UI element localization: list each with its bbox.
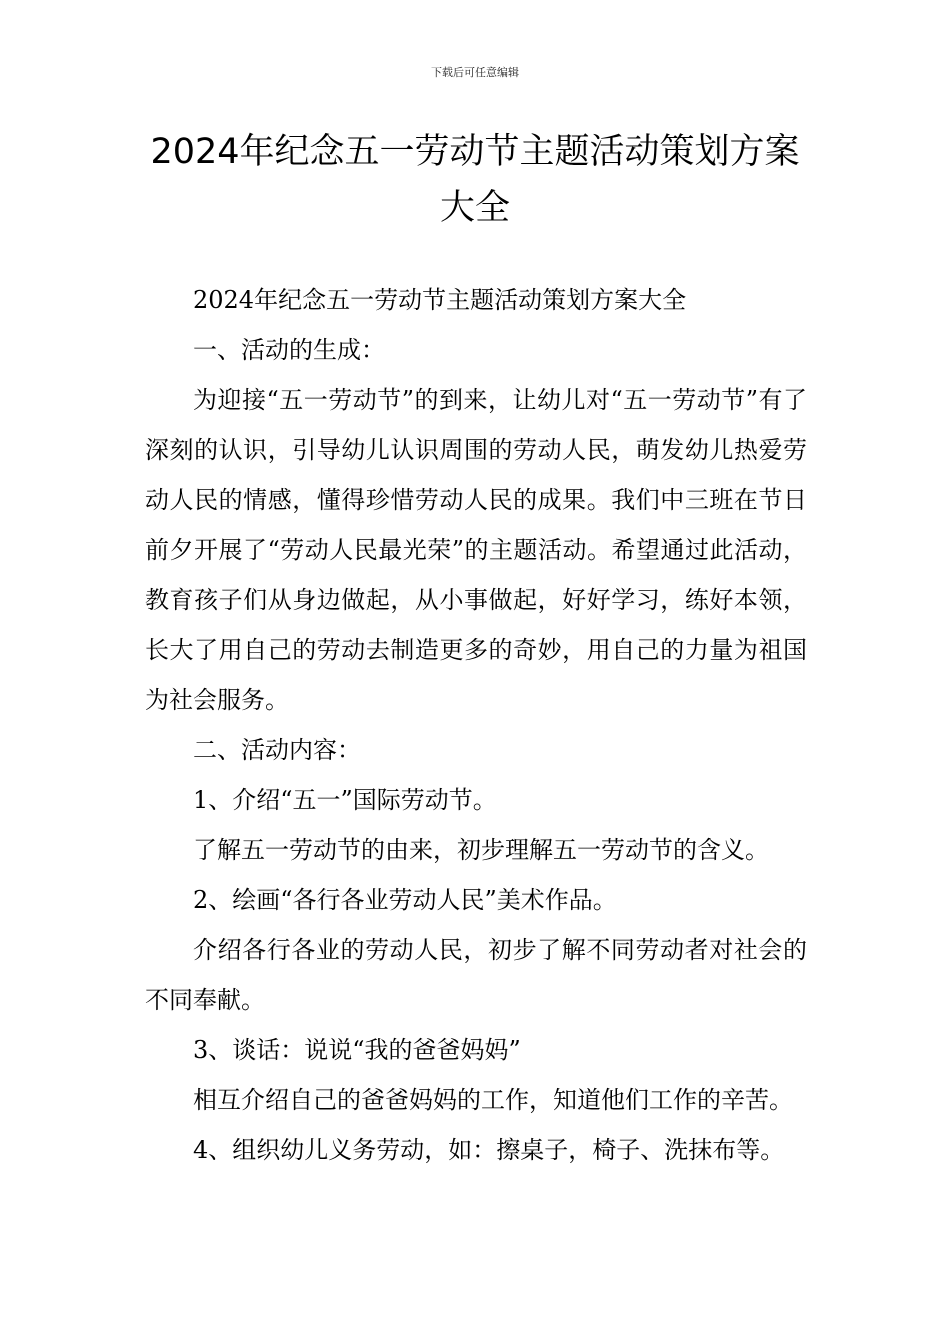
list-item-3-detail: 相互介绍自己的爸爸妈妈的工作，知道他们工作的辛苦。: [193, 1086, 793, 1114]
document-body: [145, 275, 807, 1175]
list-item-3: 3、谈话：说说“我的爸爸妈妈”: [193, 1036, 521, 1064]
list-item-1-detail: 了解五一劳动节的由来，初步理解五一劳动节的含义。: [193, 836, 769, 864]
paragraph-intro: 为迎接“五一劳动节”的到来，让幼儿对“五一劳动节”有了深刻的认识，引导幼儿认识周围的劳动人民，萌发幼儿热爱劳动人民的情感，懂得珍惜劳动人民的成果。我们中三班在节日前夕开展了“劳动人民最光荣”的主题活动。希望通过此活动，教育孩子们从身边做起，从小事做起，好好学习，练好本领，长大了用自己的劳动去制造更多的奇妙，用自己的力量为祖国为社会服务。: [145, 386, 807, 714]
list-item-4: 4、组织幼儿义务劳动，如：擦桌子，椅子、洗抹布等。: [193, 1136, 785, 1164]
list-item-2-detail: 介绍各行各业的劳动人民，初步了解不同劳动者对社会的不同奉献。: [145, 936, 807, 1014]
list-item-2: 2、绘画“各行各业劳动人民”美术作品。: [193, 886, 617, 914]
paragraph-subtitle: 2024年纪念五一劳动节主题活动策划方案大全: [193, 286, 687, 314]
document-title: 2024年纪念五一劳动节主题活动策划方案大全: [150, 132, 800, 228]
section-heading-1: 一、活动的生成：: [193, 336, 385, 364]
list-item-1: 1、介绍“五一”国际劳动节。: [193, 786, 497, 814]
section-heading-2: 二、活动内容：: [193, 736, 361, 764]
header-note: 下载后可任意编辑: [431, 66, 519, 79]
